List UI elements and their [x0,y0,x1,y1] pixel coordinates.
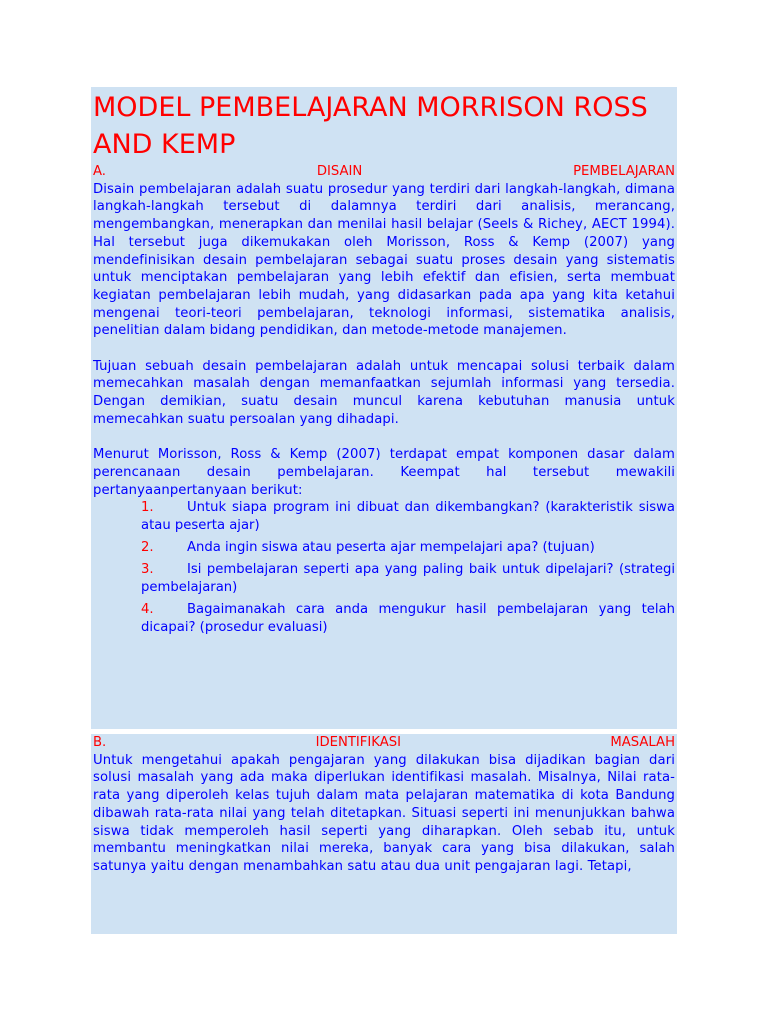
section-b-letter: B. [93,735,107,750]
section-a-letter: A. [93,164,106,179]
list-item [141,539,675,557]
section-b-paragraph: Untuk mengetahui apakah pengajaran yang dilakukan bisa dijadikan bagian dari solusi masalah yang ada maka diperlukan identifikasi masalah. Misalnya, Nilai rata-rata yang diperoleh kelas tujuh dalam mata pelajaran matematika di kota Bandung dibawah rata-rata nilai yang telah ditetapkan. Situasi seperti ini menunjukkan bahwa siswa tidak memperoleh hasil seperti yang diharapkan. Oleh sebab itu, untuk membantu meningkatkan nilai mereka, banyak cara yang bisa dilakukan, salah satunya yaitu dengan menambahkan satu atau dua unit pengajaran lagi. Tetapi, [93,752,675,874]
section-a-heading [93,163,675,181]
section-a-paragraph-1: Disain pembelajaran adalah suatu prosedur yang terdiri dari langkah-langkah, dimana langkah-langkah tersebut di dalamnya terdiri dari analisis, merancang, mengembangkan, menerapkan dan menilai hasil belajar (Seels & Richey, AECT 1994). Hal tersebut juga dikemukakan oleh Morisson, Ross & Kemp (2007) yang mendefinisikan desain pembelajaran sebagai suatu proses desain yang sistematis untuk menciptakan pembelajaran yang lebih efektif dan efisien, serta membuat kegiatan pembelajaran lebih mudah, yang didasarkan pada apa yang kita ketahui mengenai teori-teori pembelajaran, teknologi informasi, sistematika analisis, penelitian dalam bidang pendidikan, dan metode-metode manajemen. [93,181,675,339]
list-item-number: 4. [141,602,154,618]
document-panel-bottom [91,734,677,934]
list-item [141,601,675,636]
section-a-paragraph-2: Tujuan sebuah desain pembelajaran adalah untuk mencapai solusi terbaik dalam memecahkan masalah dengan memanfaatkan sejumlah informasi yang tersedia. Dengan demikian, suatu desain muncul karena kebutuhan manusia untuk memecahkan suatu persoalan yang dihadapi. [93,358,675,427]
section-a-word-1: DISAIN [316,164,363,179]
section-a-word-2: PEMBELAJARAN [573,164,675,179]
document-title: MODEL PEMBELAJARAN MORRISON ROSS AND KEMP [93,92,648,160]
document-panel-top [91,87,677,729]
section-b-word-2: MASALAH [610,735,675,750]
list-item-number: 1. [141,500,154,516]
list-item-text: Bagaimanakah cara anda mengukur hasil pembelajaran yang telah dicapai? (prosedur evaluasi) [141,602,675,636]
component-question-list [93,499,675,636]
list-item [141,561,675,596]
list-item-text: Isi pembelajaran seperti apa yang paling baik untuk dipelajari? (strategi pembelajaran) [141,562,675,596]
list-item-text: Anda ingin siswa atau peserta ajar mempelajari apa? (tujuan) [187,540,595,556]
section-a-paragraph-3: Menurut Morisson, Ross & Kemp (2007) terdapat empat komponen dasar dalam perencanaan desain pembelajaran. Keempat hal tersebut mewakili pertanyaanpertanyaan berikut: [93,447,675,498]
section-b-word-1: IDENTIFIKASI [315,735,401,750]
list-item-number: 2. [141,540,154,556]
list-item-text: Untuk siapa program ini dibuat dan dikembangkan? (karakteristik siswa atau peserta ajar) [141,500,675,534]
list-item-number: 3. [141,562,154,578]
section-b-heading [93,734,675,752]
list-item [141,499,675,534]
